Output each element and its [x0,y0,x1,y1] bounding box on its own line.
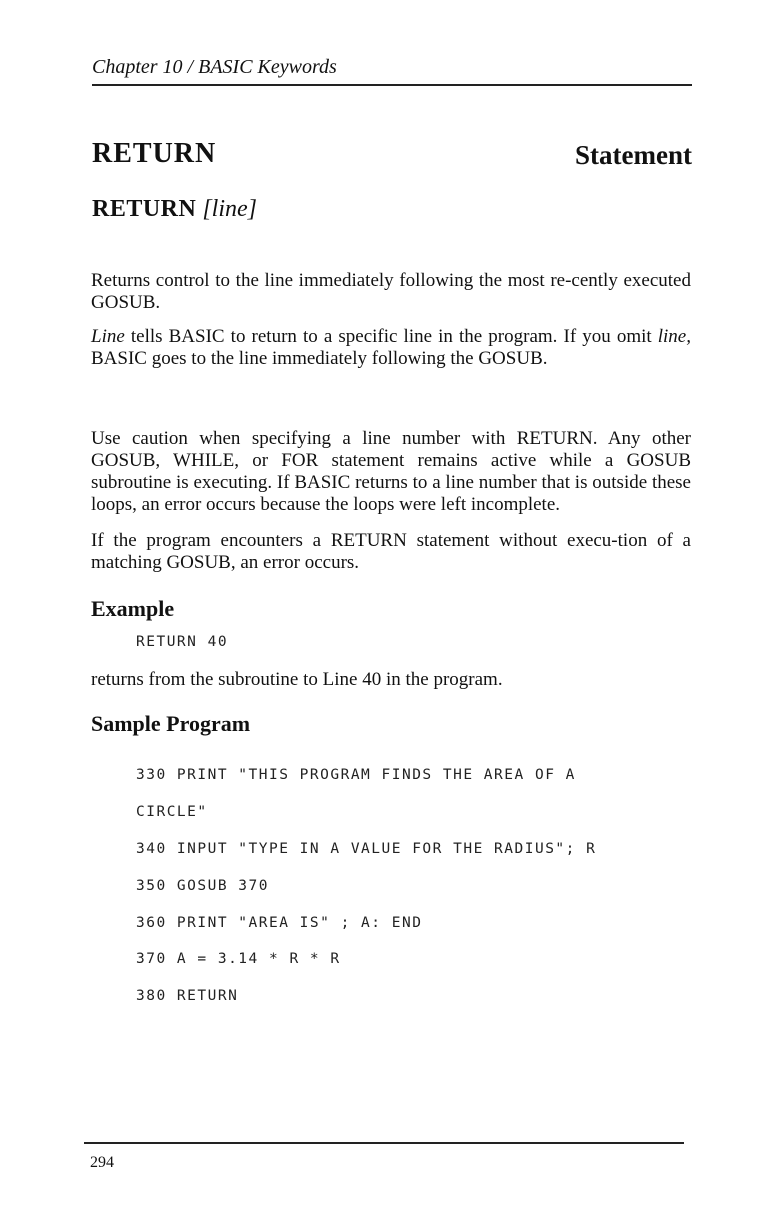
running-head: Chapter 10 / BASIC Keywords [92,56,337,78]
syntax-keyword: RETURN [92,196,197,222]
example-heading: Example [91,596,175,621]
entry-type: Statement [575,140,692,170]
entry-keyword: RETURN [92,138,217,169]
code-line: 330 PRINT "THIS PROGRAM FINDS THE AREA OF A [136,767,576,784]
description-paragraph-1: Returns control to the line immediately following the most re-cently executed GOSUB. [91,270,691,313]
sample-program-code [136,748,596,1024]
description-paragraph-3: Use caution when specifying a line number with RETURN. Any other GOSUB, WHILE, or FOR statement remains active while a GOSUB subroutine is executing. If BASIC returns to a line number that is outside these loops, an error occurs because the loops were left incomplete. [91,428,691,515]
syntax-line [92,196,257,223]
paragraph-2-text-b: BASIC goes to the line immediately following the GOSUB. [91,348,548,369]
example-caption: returns from the subroutine to Line 40 in the program. [91,669,503,690]
paragraph-2-text-a: tells BASIC to return to a specific line in the program. If you omit [124,326,658,347]
header-rule [92,84,692,86]
sample-program-heading: Sample Program [91,711,251,736]
code-line: 380 RETURN [136,988,239,1005]
page-number: 294 [90,1154,114,1171]
code-line: 340 INPUT "TYPE IN A VALUE FOR THE RADIUS"; R [136,841,597,858]
description-paragraph-4: If the program encounters a RETURN statement without execu-tion of a matching GOSUB, an error occurs. [91,530,691,573]
code-line: 350 GOSUB 370 [136,877,269,894]
syntax-argument: [line] [202,196,258,222]
term-line-inline: line, [657,326,691,347]
footer-rule [84,1142,684,1144]
description-paragraph-2 [91,326,691,370]
term-line: Line [91,326,125,347]
code-line: 370 A = 3.14 * R * R [136,951,341,968]
example-code: RETURN 40 [136,634,229,650]
code-line: CIRCLE" [136,804,208,821]
code-line: 360 PRINT "AREA IS" ; A: END [136,914,423,931]
